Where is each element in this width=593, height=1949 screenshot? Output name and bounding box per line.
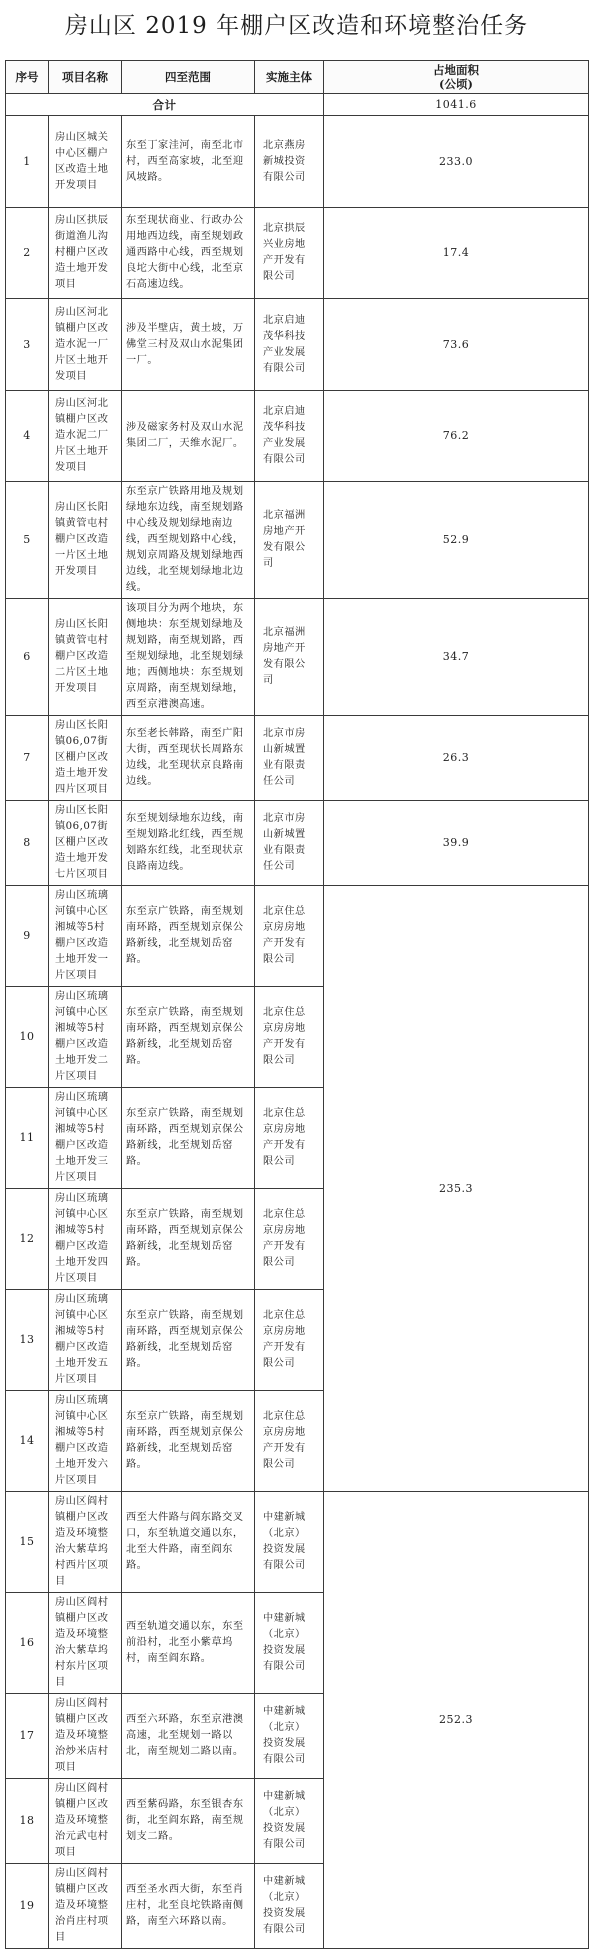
row-number: 15 [6, 1492, 49, 1593]
row-number: 11 [6, 1088, 49, 1189]
row-number: 13 [6, 1290, 49, 1391]
implementing-entity: 北京燕房新城投资有限公司 [255, 116, 324, 208]
project-scope: 东至京广铁路，南至规划南环路，西至规划京保公路新线，北至规划岳窑路。 [122, 886, 255, 987]
merged-area-value: 252.3 [324, 1492, 589, 1949]
project-scope: 东至规划绿地东边线，南至规划路北红线，西至规划路东红线，北至现状京良路南边线。 [122, 801, 255, 886]
implementing-entity: 中建新城（北京）投资发展有限公司 [255, 1593, 324, 1694]
implementing-entity: 北京福洲房地产开发有限公司 [255, 599, 324, 716]
project-scope: 东至京广铁路，南至规划南环路，西至规划京保公路新线，北至规划岳窑路。 [122, 1088, 255, 1189]
area-value: 34.7 [324, 599, 589, 716]
project-scope: 东至京广铁路用地及规划绿地东边线，南至规划路中心线及规划绿地南边线，西至规划路中心线，规划京周路及规划绿地西边线，北至规划绿地北边线。 [122, 482, 255, 599]
row-number: 7 [6, 716, 49, 801]
row-number: 2 [6, 208, 49, 299]
header-no: 序号 [6, 61, 49, 94]
project-scope: 西至紫码路，东至银杏东街，北至阎东路，南至规划支二路。 [122, 1779, 255, 1864]
row-number: 19 [6, 1864, 49, 1949]
area-value: 52.9 [324, 482, 589, 599]
project-name: 房山区阎村镇棚户区改造及环境整治元武屯村项目 [49, 1779, 122, 1864]
project-name: 房山区河北镇棚户区改造水泥二厂片区土地开发项目 [49, 391, 122, 482]
header-scope: 四至范围 [122, 61, 255, 94]
project-name: 房山区琉璃河镇中心区湘城等5村棚户区改造土地开发四片区项目 [49, 1189, 122, 1290]
row-number: 17 [6, 1694, 49, 1779]
row-number: 5 [6, 482, 49, 599]
project-name: 房山区琉璃河镇中心区湘城等5村棚户区改造土地开发六片区项目 [49, 1391, 122, 1492]
table-row [6, 716, 589, 801]
total-area: 1041.6 [324, 94, 589, 116]
row-number: 8 [6, 801, 49, 886]
project-name: 房山区河北镇棚户区改造水泥一厂片区土地开发项目 [49, 299, 122, 391]
implementing-entity: 北京住总京房房地产开发有限公司 [255, 987, 324, 1088]
project-scope: 东至老长韩路，南至广阳大街，西至现状长周路东边线，北至现状京良路南边线。 [122, 716, 255, 801]
project-name: 房山区阎村镇棚户区改造及环境整治炒米店村项目 [49, 1694, 122, 1779]
implementing-entity: 北京市房山新城置业有限责任公司 [255, 716, 324, 801]
project-name: 房山区拱辰街道渔儿沟村棚户区改造土地开发项目 [49, 208, 122, 299]
row-number: 6 [6, 599, 49, 716]
implementing-entity: 北京住总京房房地产开发有限公司 [255, 1088, 324, 1189]
implementing-entity: 中建新城（北京）投资发展有限公司 [255, 1864, 324, 1949]
project-scope: 东至京广铁路，南至规划南环路，西至规划京保公路新线，北至规划岳窑路。 [122, 1290, 255, 1391]
total-label: 合计 [6, 94, 324, 116]
row-number: 16 [6, 1593, 49, 1694]
project-name: 房山区阎村镇棚户区改造及环境整治肖庄村项目 [49, 1864, 122, 1949]
header-subject: 实施主体 [255, 61, 324, 94]
implementing-entity: 北京住总京房房地产开发有限公司 [255, 1189, 324, 1290]
table-row [6, 208, 589, 299]
project-scope: 东至丁家洼河，南至北市村，西至高家坡，北至迎风坡路。 [122, 116, 255, 208]
table-row [6, 391, 589, 482]
row-number: 10 [6, 987, 49, 1088]
project-name: 房山区阎村镇棚户区改造及环境整治大紫草坞村东片区项目 [49, 1593, 122, 1694]
project-name: 房山区琉璃河镇中心区湘城等5村棚户区改造土地开发一片区项目 [49, 886, 122, 987]
header-area: 占地面积 (公顷) [324, 61, 589, 94]
implementing-entity: 北京住总京房房地产开发有限公司 [255, 886, 324, 987]
table-row [6, 886, 589, 987]
table-row [6, 482, 589, 599]
implementing-entity: 北京拱辰兴业房地产开发有限公司 [255, 208, 324, 299]
implementing-entity: 中建新城（北京）投资发展有限公司 [255, 1779, 324, 1864]
project-scope: 涉及半壁店，黄土坡，万佛堂三村及双山水泥集团一厂。 [122, 299, 255, 391]
project-scope: 东至现状商业、行政办公用地西边线，南至规划政通西路中心线，西至规划良坨大街中心线，北至京石高速边线。 [122, 208, 255, 299]
total-row [6, 94, 589, 116]
project-scope: 西至六环路，东至京港澳高速，北至规划一路以北，南至规划二路以南。 [122, 1694, 255, 1779]
implementing-entity: 中建新城（北京）投资发展有限公司 [255, 1492, 324, 1593]
area-value: 76.2 [324, 391, 589, 482]
project-scope: 西至大件路与阎东路交叉口，东至轨道交通以东，北至大件路，南至阎东路。 [122, 1492, 255, 1593]
row-number: 9 [6, 886, 49, 987]
project-scope: 西至轨道交通以东，东至前沿村，北至小紫草坞村，南至阎东路。 [122, 1593, 255, 1694]
row-number: 14 [6, 1391, 49, 1492]
project-name: 房山区琉璃河镇中心区湘城等5村棚户区改造土地开发五片区项目 [49, 1290, 122, 1391]
project-name: 房山区琉璃河镇中心区湘城等5村棚户区改造土地开发三片区项目 [49, 1088, 122, 1189]
project-scope: 涉及磁家务村及双山水泥集团二厂，天维水泥厂。 [122, 391, 255, 482]
table-row [6, 299, 589, 391]
project-name: 房山区城关中心区棚户区改造土地开发项目 [49, 116, 122, 208]
row-number: 4 [6, 391, 49, 482]
table-row [6, 1492, 589, 1593]
project-name: 房山区长阳镇06,07街区棚户区改造土地开发七片区项目 [49, 801, 122, 886]
project-name: 房山区阎村镇棚户区改造及环境整治大紫草坞村西片区项目 [49, 1492, 122, 1593]
row-number: 12 [6, 1189, 49, 1290]
project-name: 房山区长阳镇06,07街区棚户区改造土地开发四片区项目 [49, 716, 122, 801]
implementing-entity: 北京市房山新城置业有限责任公司 [255, 801, 324, 886]
table-row [6, 599, 589, 716]
area-value: 39.9 [324, 801, 589, 886]
row-number: 3 [6, 299, 49, 391]
project-scope: 东至京广铁路，南至规划南环路，西至规划京保公路新线，北至规划岳窑路。 [122, 1391, 255, 1492]
implementing-entity: 北京住总京房房地产开发有限公司 [255, 1391, 324, 1492]
project-scope: 该项目分为两个地块，东侧地块：东至规划绿地及规划路，南至规划路，西至规划绿地，北至规划绿地；西侧地块：东至规划京周路，南至规划绿地，西至京港澳高速。 [122, 599, 255, 716]
row-number: 18 [6, 1779, 49, 1864]
row-number: 1 [6, 116, 49, 208]
project-scope: 西至圣水西大街，东至肖庄村，北至良坨铁路南侧路，南至六环路以南。 [122, 1864, 255, 1949]
project-name: 房山区长阳镇黄管屯村棚户区改造一片区土地开发项目 [49, 482, 122, 599]
task-table [5, 60, 589, 1949]
area-value: 17.4 [324, 208, 589, 299]
document-title: 房山区 2019 年棚户区改造和环境整治任务 [64, 13, 529, 39]
implementing-entity: 北京启迪茂华科技产业发展有限公司 [255, 299, 324, 391]
implementing-entity: 北京住总京房房地产开发有限公司 [255, 1290, 324, 1391]
merged-area-value: 235.3 [324, 886, 589, 1492]
header-name: 项目名称 [49, 61, 122, 94]
project-scope: 东至京广铁路，南至规划南环路，西至规划京保公路新线，北至规划岳窑路。 [122, 1189, 255, 1290]
table-row [6, 801, 589, 886]
implementing-entity: 中建新城（北京）投资发展有限公司 [255, 1694, 324, 1779]
header-row [6, 61, 589, 94]
area-value: 26.3 [324, 716, 589, 801]
area-value: 233.0 [324, 116, 589, 208]
project-scope: 东至京广铁路，南至规划南环路，西至规划京保公路新线，北至规划岳窑路。 [122, 987, 255, 1088]
area-value: 73.6 [324, 299, 589, 391]
table-row [6, 116, 589, 208]
implementing-entity: 北京启迪茂华科技产业发展有限公司 [255, 391, 324, 482]
implementing-entity: 北京福洲房地产开发有限公司 [255, 482, 324, 599]
project-name: 房山区长阳镇黄管屯村棚户区改造二片区土地开发项目 [49, 599, 122, 716]
project-name: 房山区琉璃河镇中心区湘城等5村棚户区改造土地开发二片区项目 [49, 987, 122, 1088]
